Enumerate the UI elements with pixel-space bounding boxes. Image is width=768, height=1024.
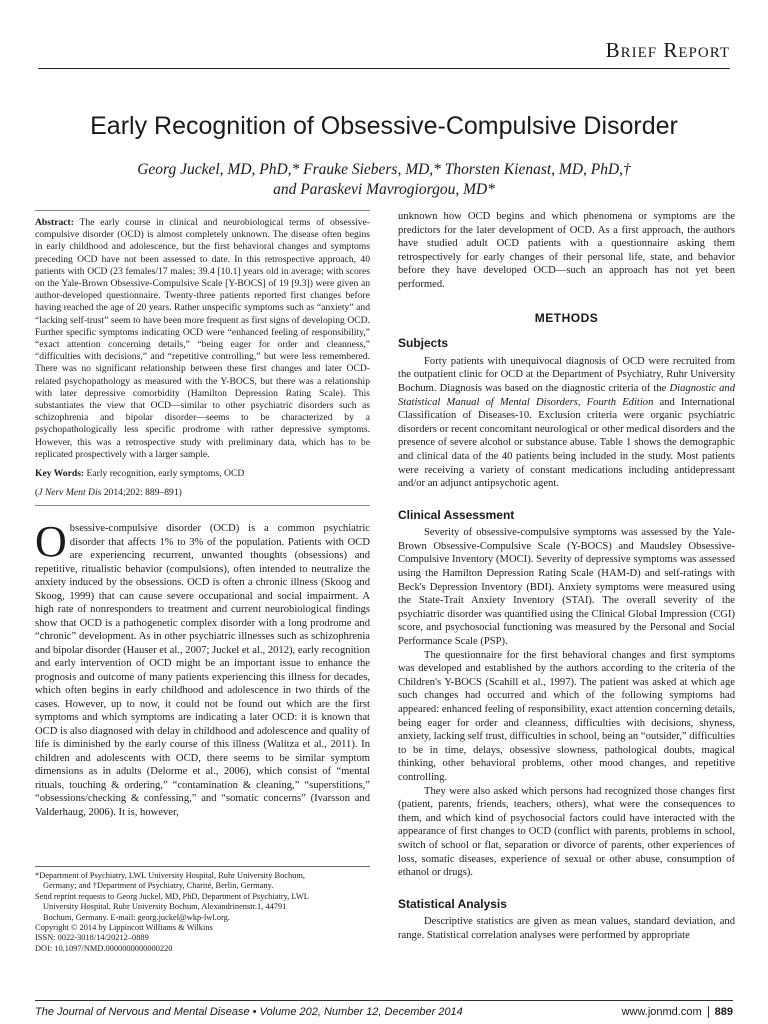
subjects-dsm-title: Diagnostic and Statistical Manual of Mental Disorders, Fourth Edition <box>398 382 735 408</box>
page-footer <box>35 1006 733 1018</box>
section-label: Brief Report <box>605 38 730 62</box>
intro-text: bsessive-compulsive disorder (OCD) is a common psychiatric disorder that affects 1% to 3% of the population. Patients with OCD are experiencing recurrent, unwanted thoughts (obsessions) and repetitive, ritualistic behavior (compulsions), often intended to neutralize the anxiety induced by the obsessions. OCD is often a chronic illness (Skoog and Skoog, 1999) that can cause severe occupational and social impairment. A high rate of nonresponders to treatment and current neurobiological findings show that OCD is a pathogenetic complex disorder with a long prodrome and “chronic” development. As in other psychiatric illnesses such as schizophrenia and bipolar disorder (Hauser et al., 2007; Juckel et al., 2012), early recognition and early intervention of OCD might be an important issue to enhance the prognosis and outcome of many patients experiencing this illness for decades, which often begins in early childhood and adolescence in two thirds of the cases. However, up to now, it could not be found out which are the first symptoms and which symptoms are indicating a later OCD: it is known that OCD is also diagnosed with delay in childhood and adolescence and quality of life is diminished by the early course of this illness (Walitza et al., 2011). In children and adolescents with OCD, there seems to be similar symptom dimensions as in adults (Delorme et al., 2006), which consist of “mental rituals, touching & ordering,” “contamination & cleaning,” “superstitions,” “obsessions/checking & confessing,” and “somatic concerns” (Ivarsson and Valderhaug, 2006). It is, however, <box>35 523 370 818</box>
author-line-2: and Paraskevi Mavrogiorgou, MD* <box>273 181 495 198</box>
footnote-affiliation-cont: Germany; and †Department of Psychiatry, Charité, Berlin, Germany. <box>43 881 274 891</box>
right-column <box>398 210 735 943</box>
footer-right <box>622 1006 733 1018</box>
keywords-text: Early recognition, early symptoms, OCD <box>86 468 245 480</box>
subjects-paragraph <box>398 355 735 491</box>
clinical-paragraph-1: Severity of obsessive-compulsive symptoms was assessed by the Yale-Brown Obsessive-Compulsive Scale (Y-BOCS) and Maudsley Obsessive-Compulsive Inventory (MOCI). Severity of depressive symptoms was assessed using the Hamilton Depression Rating Scale (HAM-D) and self-ratings with Beck's Depression Inventory (BDI). Anxiety symptoms were measured using the State-Trait Anxiety Inventory (STAI). The overall severity of the psychiatric disorder was quantified using the Clinical Global Impression (CGI) score, and psychosocial functioning was measured by the Personal and Social Performance Scale (PSP). <box>398 527 735 648</box>
header-rule <box>38 68 730 69</box>
introduction <box>35 517 370 819</box>
article-title: Early Recognition of Obsessive-Compulsive Disorder <box>90 112 678 140</box>
page-number: 889 <box>708 1006 733 1018</box>
methods-heading: METHODS <box>534 310 599 325</box>
footer-url[interactable]: www.jonmd.com <box>621 1006 702 1018</box>
footnote-issn: ISSN: 0022-3018/14/20212–0889 <box>35 933 149 943</box>
citation: (J Nerv Ment Dis 2014;202: 889–891) <box>35 486 182 498</box>
citation-details: 2014;202: 889–891) <box>101 486 182 498</box>
citation-journal: J Nerv Ment Dis <box>38 486 102 498</box>
footnote-copyright: Copyright © 2014 by Lippincott Williams & Wilkins <box>35 923 213 933</box>
subjects-text-b: and International Classification of Diseases-10. Exclusion criteria were organic psychiatric disorders or recent concomitant neurological or other medical disorders and the presence of severe alcohol or substance abuse. Table 1 shows the demographic and clinical data of the 40 patients being included in the study. Most patients were receiving a variety of constant medications including antidepressant and/or an adjunct antipsychotic agent. <box>398 396 735 490</box>
footnotes <box>35 866 370 954</box>
footnote-reprint-cont: University Hospital, Ruhr University Bochum, Alexandrinenstr.1, 44791 <box>43 902 287 912</box>
clinical-paragraph-3: They were also asked which persons had recognized those changes first (patient, parents, friends, teachers, others), what were the consequences to them, and which kind of psychosocial factors could have interacted with the appearance of first changes to OCD (conflict with parents, problems in school, switch of school or flat, separation or divorce of parents, other experiences of loss, somatic diseases, experience of sexual or other abuse, consumption of ethanol or drugs). <box>398 785 735 879</box>
footnote-affiliation: *Department of Psychiatry, LWL University Hospital, Ruhr University Bochum, <box>35 871 305 880</box>
clinical-heading: Clinical Assessment <box>398 507 515 522</box>
author-list <box>0 160 768 200</box>
statistics-paragraph: Descriptive statistics are given as mean values, standard deviation, and range. Statistical correlation analyses were performed by appropriate <box>398 916 735 941</box>
footnote-reprint: Send reprint requests to Georg Juckel, MD, PhD, Department of Psychiatry, LWL <box>35 891 309 901</box>
abstract-box <box>35 210 370 506</box>
abstract-text: The early course in clinical and neurobiological terms of obsessive-compulsive disorder (OCD) is almost completely unknown. The disease often begins in early childhood and adolescence, but the first behavioral changes and symptoms preceding OCD have not been assessed to date. In this retrospective approach, 40 patients with OCD (23 females/17 males; 39.4 [10.1] years old in average; with scores on the Yale-Brown Obsessive-Compulsive Scale [Y-BOCS] of 19 [9.3]) were given an author-developed questionnaire. Twenty-three patients reported first changes before having reached the age of 20 years. Rather unspecific symptoms such as “anxiety” and “lacking self-trust” seem to have been more frequent as first signs of developing OCD. Further specific symptoms indicating OCD were “enhanced feeling of responsibility,” “exact attention concerning details,” “being eager for order and cleanness,” “difficulties with decisions,” and “repetitive controlling,” but were less remembered. There was no significant relationship between these first changes and later OCD-related psychopathology as measured with the Y-BOCS, but there was a relationship with later depressive comorbidity (Hamilton Depression Rating Scale). This substantiates the view that OCD—similar to other psychiatric disorders such as schizophrenia and bipolar disorder—seems to be characterized by a psychopathologically less specific prodrome with rather depressive symptoms. However, this was a retrospective study with preliminary data, which has to be replicated prospectively with a larger sample. <box>35 217 370 460</box>
left-column <box>35 210 370 819</box>
footnote-reprint-email: Bochum, Germany. E-mail: georg.juckel@wkp-lwl.org. <box>43 912 230 922</box>
statistics-heading: Statistical Analysis <box>398 896 507 911</box>
drop-cap: O <box>35 517 67 567</box>
keywords <box>35 467 370 481</box>
clinical-paragraph-2: The questionnaire for the first behavioral changes and first symptoms was developed and established by the authors according to the criteria of the Children's Y-BOCS (Scahill et al., 1997). The patient was asked at which age such changes had occurred and which of the following symptoms had appeared: enhanced feeling of responsibility, exact attention concerning details, being eager for order and cleanness, difficulties with decisions, shyness, anxiety, lacking self trust, difficulties in school, being an “outsider,” difficulties to be in time, delays, obsessive slowness, pathological doubts, magical thinking, other behavioral problems, other mood changes, and repetitive controlling. <box>398 649 736 783</box>
subjects-text-a: Forty patients with unequivocal diagnosis of OCD were recruited from the outpatient clinic for OCD at the Department of Psychiatry, Ruhr University Bochum. Diagnosis was based on the diagnostic criteria of the <box>398 355 735 394</box>
footer-journal: The Journal of Nervous and Mental Disease • Volume 202, Number 12, December 2014 <box>35 1006 463 1018</box>
abstract-label: Abstract: <box>35 217 74 228</box>
keywords-label: Key Words: <box>35 468 85 480</box>
abstract <box>35 217 370 461</box>
author-line-1: Georg Juckel, MD, PhD,* Frauke Siebers, MD,* Thorsten Kienast, MD, PhD,† <box>137 161 631 178</box>
intro-continuation: unknown how OCD begins and which phenomena or symptoms are the predictors for the later development of OCD. As a first approach, the authors have studied adult OCD patients with a questionnaire asking them retrospectively for early changes of their personal life, state, and behavior before they have developed OCD—such an approach has not yet been performed. <box>398 211 735 290</box>
footer-rule <box>35 1000 733 1001</box>
subjects-heading: Subjects <box>398 336 449 351</box>
footnote-doi: DOI: 10.1097/NMD.0000000000000220 <box>35 943 173 953</box>
